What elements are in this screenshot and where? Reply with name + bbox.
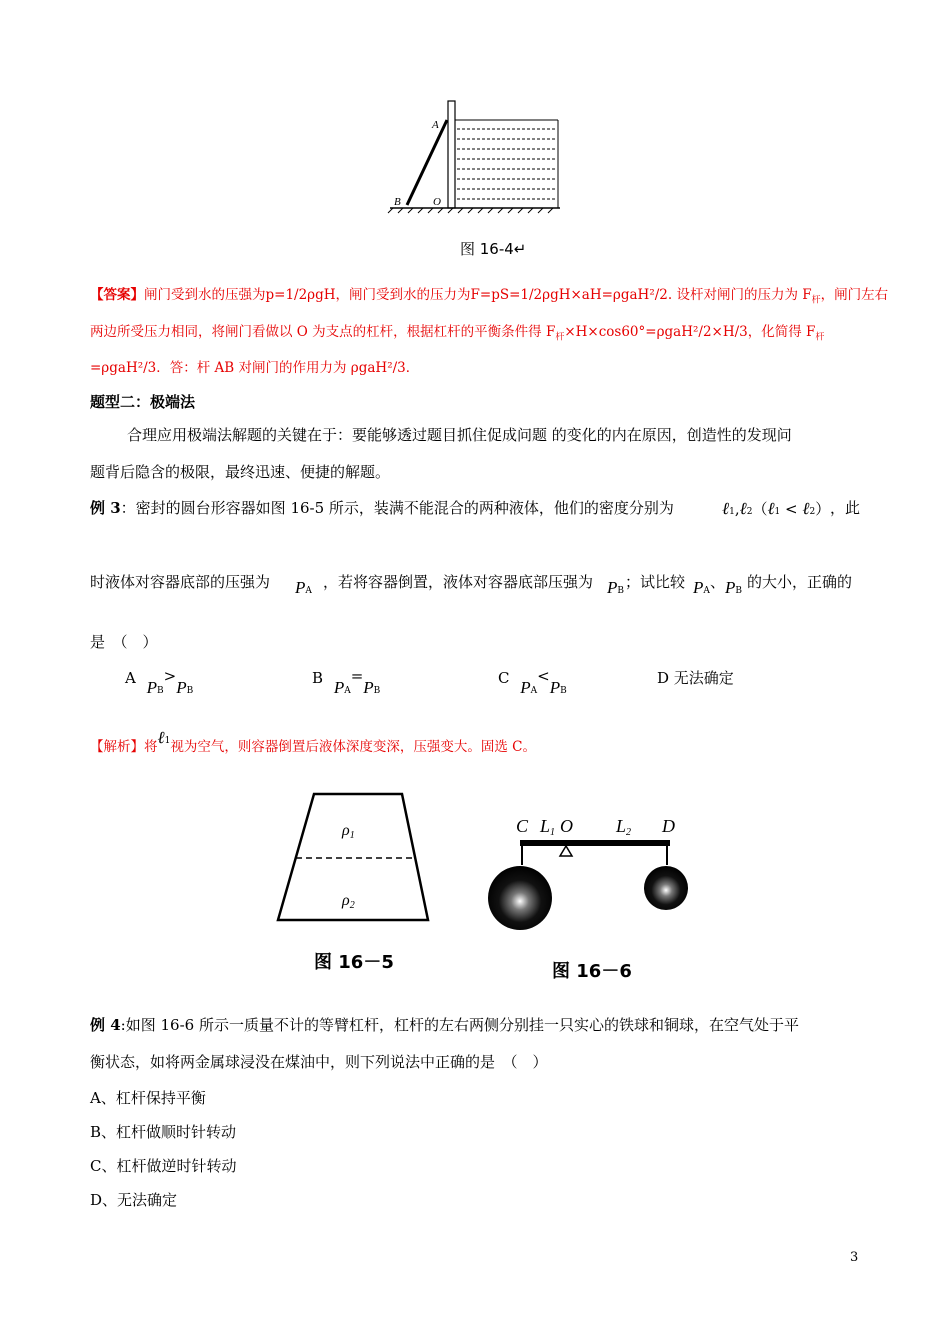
answer-text-1: 闸门受到水的压强为p=1/2ρgH，闸门受到水的压力为F=pS=1/2ρgH×aH=ρgaH²/2. 设杆对闸门的压力为 F [144, 287, 812, 303]
pa-symbol-2 [693, 578, 710, 598]
example-4-line-2: 衡状态，如将两金属球浸没在煤油中，则下列说法中正确的是 （ ） [90, 1053, 548, 1071]
rho-2-sub: 2 [746, 507, 753, 517]
example-4-option-c: C、杠杆做逆时针转动 [90, 1157, 237, 1175]
p-sub-b: B [560, 686, 567, 696]
rho-1: ℓ [722, 499, 730, 518]
figure-16-4-drawing [385, 95, 565, 215]
answer-line-2 [90, 322, 824, 348]
p-sub-a: A [344, 686, 351, 696]
answer-text-2b: ×H×cos60°=ρgaH²/2×H/3，化简得 F [564, 324, 816, 340]
p-sub-b: B [186, 686, 194, 696]
rho-symbols: ℓ1,ℓ2（ℓ1 < ℓ2） [722, 499, 831, 518]
label-c: C [516, 816, 529, 836]
p-sub-a: A [703, 586, 710, 596]
example-3-line-2d: 、 [710, 573, 726, 591]
p-sub-a: A [530, 686, 538, 696]
example-4-option-b: B、杠杆做顺时针转动 [90, 1123, 237, 1141]
figure-16-6 [480, 810, 710, 985]
p-letter: P [295, 578, 306, 597]
iron-ball [488, 866, 552, 930]
option-c [498, 667, 567, 697]
label-d: D [662, 816, 675, 836]
rho-2-label: ρ2 [342, 892, 355, 911]
p-letter: P [176, 678, 187, 697]
rho-1b: ℓ [767, 499, 775, 518]
rho-1-sub: 1 [164, 736, 171, 746]
p-letter: P [146, 678, 158, 697]
analysis-tag: 【解析】 [90, 739, 144, 755]
example-3-label: 例 3 [90, 499, 121, 517]
analysis-pre: 将 [144, 739, 158, 755]
label-l2: L2 [616, 816, 632, 838]
answer-sub-2: 杆 [555, 332, 565, 343]
label-l1: L1 [540, 816, 556, 838]
answer-line-1 [90, 285, 888, 311]
p-sub-a: A [305, 586, 312, 596]
rho-2: ℓ [739, 499, 747, 518]
answer-tag: 【答案】 [90, 287, 144, 303]
rho-1-label: ρ1 [342, 822, 355, 841]
example-3-text-1: ：密封的圆台形容器如图 16-5 所示，装满不能混合的两种液体，他们的密度分别为 [120, 499, 674, 517]
answer-sub-2b: 杆 [815, 332, 825, 343]
example-3-line-3: 是 （ ） [90, 633, 158, 651]
example-3-line-1-tail: ，此 [830, 499, 861, 517]
example-3-line-2b: ，若将容器倒置，液体对容器底部压强为 [323, 573, 594, 591]
figure-16-5-drawing [272, 790, 437, 980]
p-letter: P [549, 678, 561, 697]
answer-text-2a: 两边所受压力相同，将闸门看做以 O 为支点的杠杆，根据杠杆的平衡条件得 F [90, 324, 556, 340]
p-letter: P [693, 578, 704, 597]
example-4-line-1 [90, 1015, 799, 1035]
option-b-label: B [312, 669, 324, 687]
rho-2b: ℓ [802, 499, 810, 518]
analysis-post: 视为空气，则容器倒置后液体深度变深，压强变大。固选 C。 [170, 739, 536, 755]
figure-16-5-caption: 图 16－5 [314, 952, 394, 973]
option-a-op: > [163, 667, 177, 685]
example-4-option-a: A、杠杆保持平衡 [90, 1089, 206, 1107]
figure-16-6-caption: 图 16－6 [552, 961, 632, 982]
option-c-op: < [537, 667, 550, 685]
section-heading: 题型二：极端法 [90, 393, 196, 411]
p-sub-b: B [373, 686, 381, 696]
section-para-1: 合理应用极端法解题的关键在于：要能够透过题目抓住促成问题 的变化的内在原因，创造性的发现问 [127, 426, 792, 444]
example-4-text-1: :如图 16-6 所示一质量不计的等臂杠杆，杠杆的左右两侧分别挂一只实心的铁球和铜球，在空气处于平 [120, 1016, 799, 1034]
label-b: B [394, 196, 401, 208]
rho-1b-sub: 1 [774, 507, 781, 517]
answer-text-1-tail: ，闸门左右 [820, 287, 889, 303]
copper-ball [644, 866, 688, 910]
p-letter: P [333, 678, 345, 697]
pb-symbol-2 [725, 578, 742, 598]
option-c-label: C [498, 669, 510, 687]
example-3-line-2a: 时液体对容器底部的压强为 [90, 573, 271, 591]
example-4-label: 例 4 [90, 1016, 121, 1034]
p-letter: P [725, 578, 736, 597]
rho-1-sub: 1 [729, 507, 735, 517]
figure-16-5 [272, 790, 437, 980]
rho-2b-sub: 2 [809, 507, 816, 517]
analysis-line [90, 728, 536, 759]
example-3-line-2c: ；试比较 [625, 573, 686, 591]
answer-sub-1: 杆 [811, 295, 821, 306]
p-letter: P [363, 678, 374, 697]
rho-1: ℓ [157, 728, 165, 747]
figure-16-6-drawing [480, 810, 710, 985]
p-letter: P [607, 578, 618, 597]
lever-bar [520, 840, 670, 846]
section-para-2: 题背后隐含的极限，最终迅速、便捷的解题。 [90, 463, 391, 481]
label-o: O [433, 196, 441, 208]
option-b-op: = [350, 667, 364, 685]
figure-16-4-caption: 图 16-4↵ [460, 240, 527, 258]
p-sub-b: B [157, 686, 164, 696]
pb-symbol-1 [607, 578, 624, 598]
fulcrum [560, 846, 572, 856]
option-d: D 无法确定 [657, 669, 734, 687]
figure-16-4 [385, 95, 565, 215]
option-a [125, 667, 194, 697]
pa-symbol-1 [295, 578, 312, 598]
answer-line-3: =ρgaH²/3．答：杆 AB 对闸门的作用力为 ρgaH²/3． [90, 360, 420, 376]
example-3-line-1 [90, 498, 674, 518]
p-sub-b: B [617, 586, 625, 596]
page-number: 3 [850, 1250, 859, 1265]
option-b [312, 667, 381, 697]
p-sub-b: B [735, 586, 743, 596]
label-o: O [560, 816, 573, 836]
option-a-label: A [125, 669, 136, 687]
p-letter: P [520, 678, 531, 697]
example-3-line-2e: 的大小，正确的 [747, 573, 853, 591]
label-a: A [432, 119, 439, 131]
example-4-option-d: D、无法确定 [90, 1191, 178, 1209]
